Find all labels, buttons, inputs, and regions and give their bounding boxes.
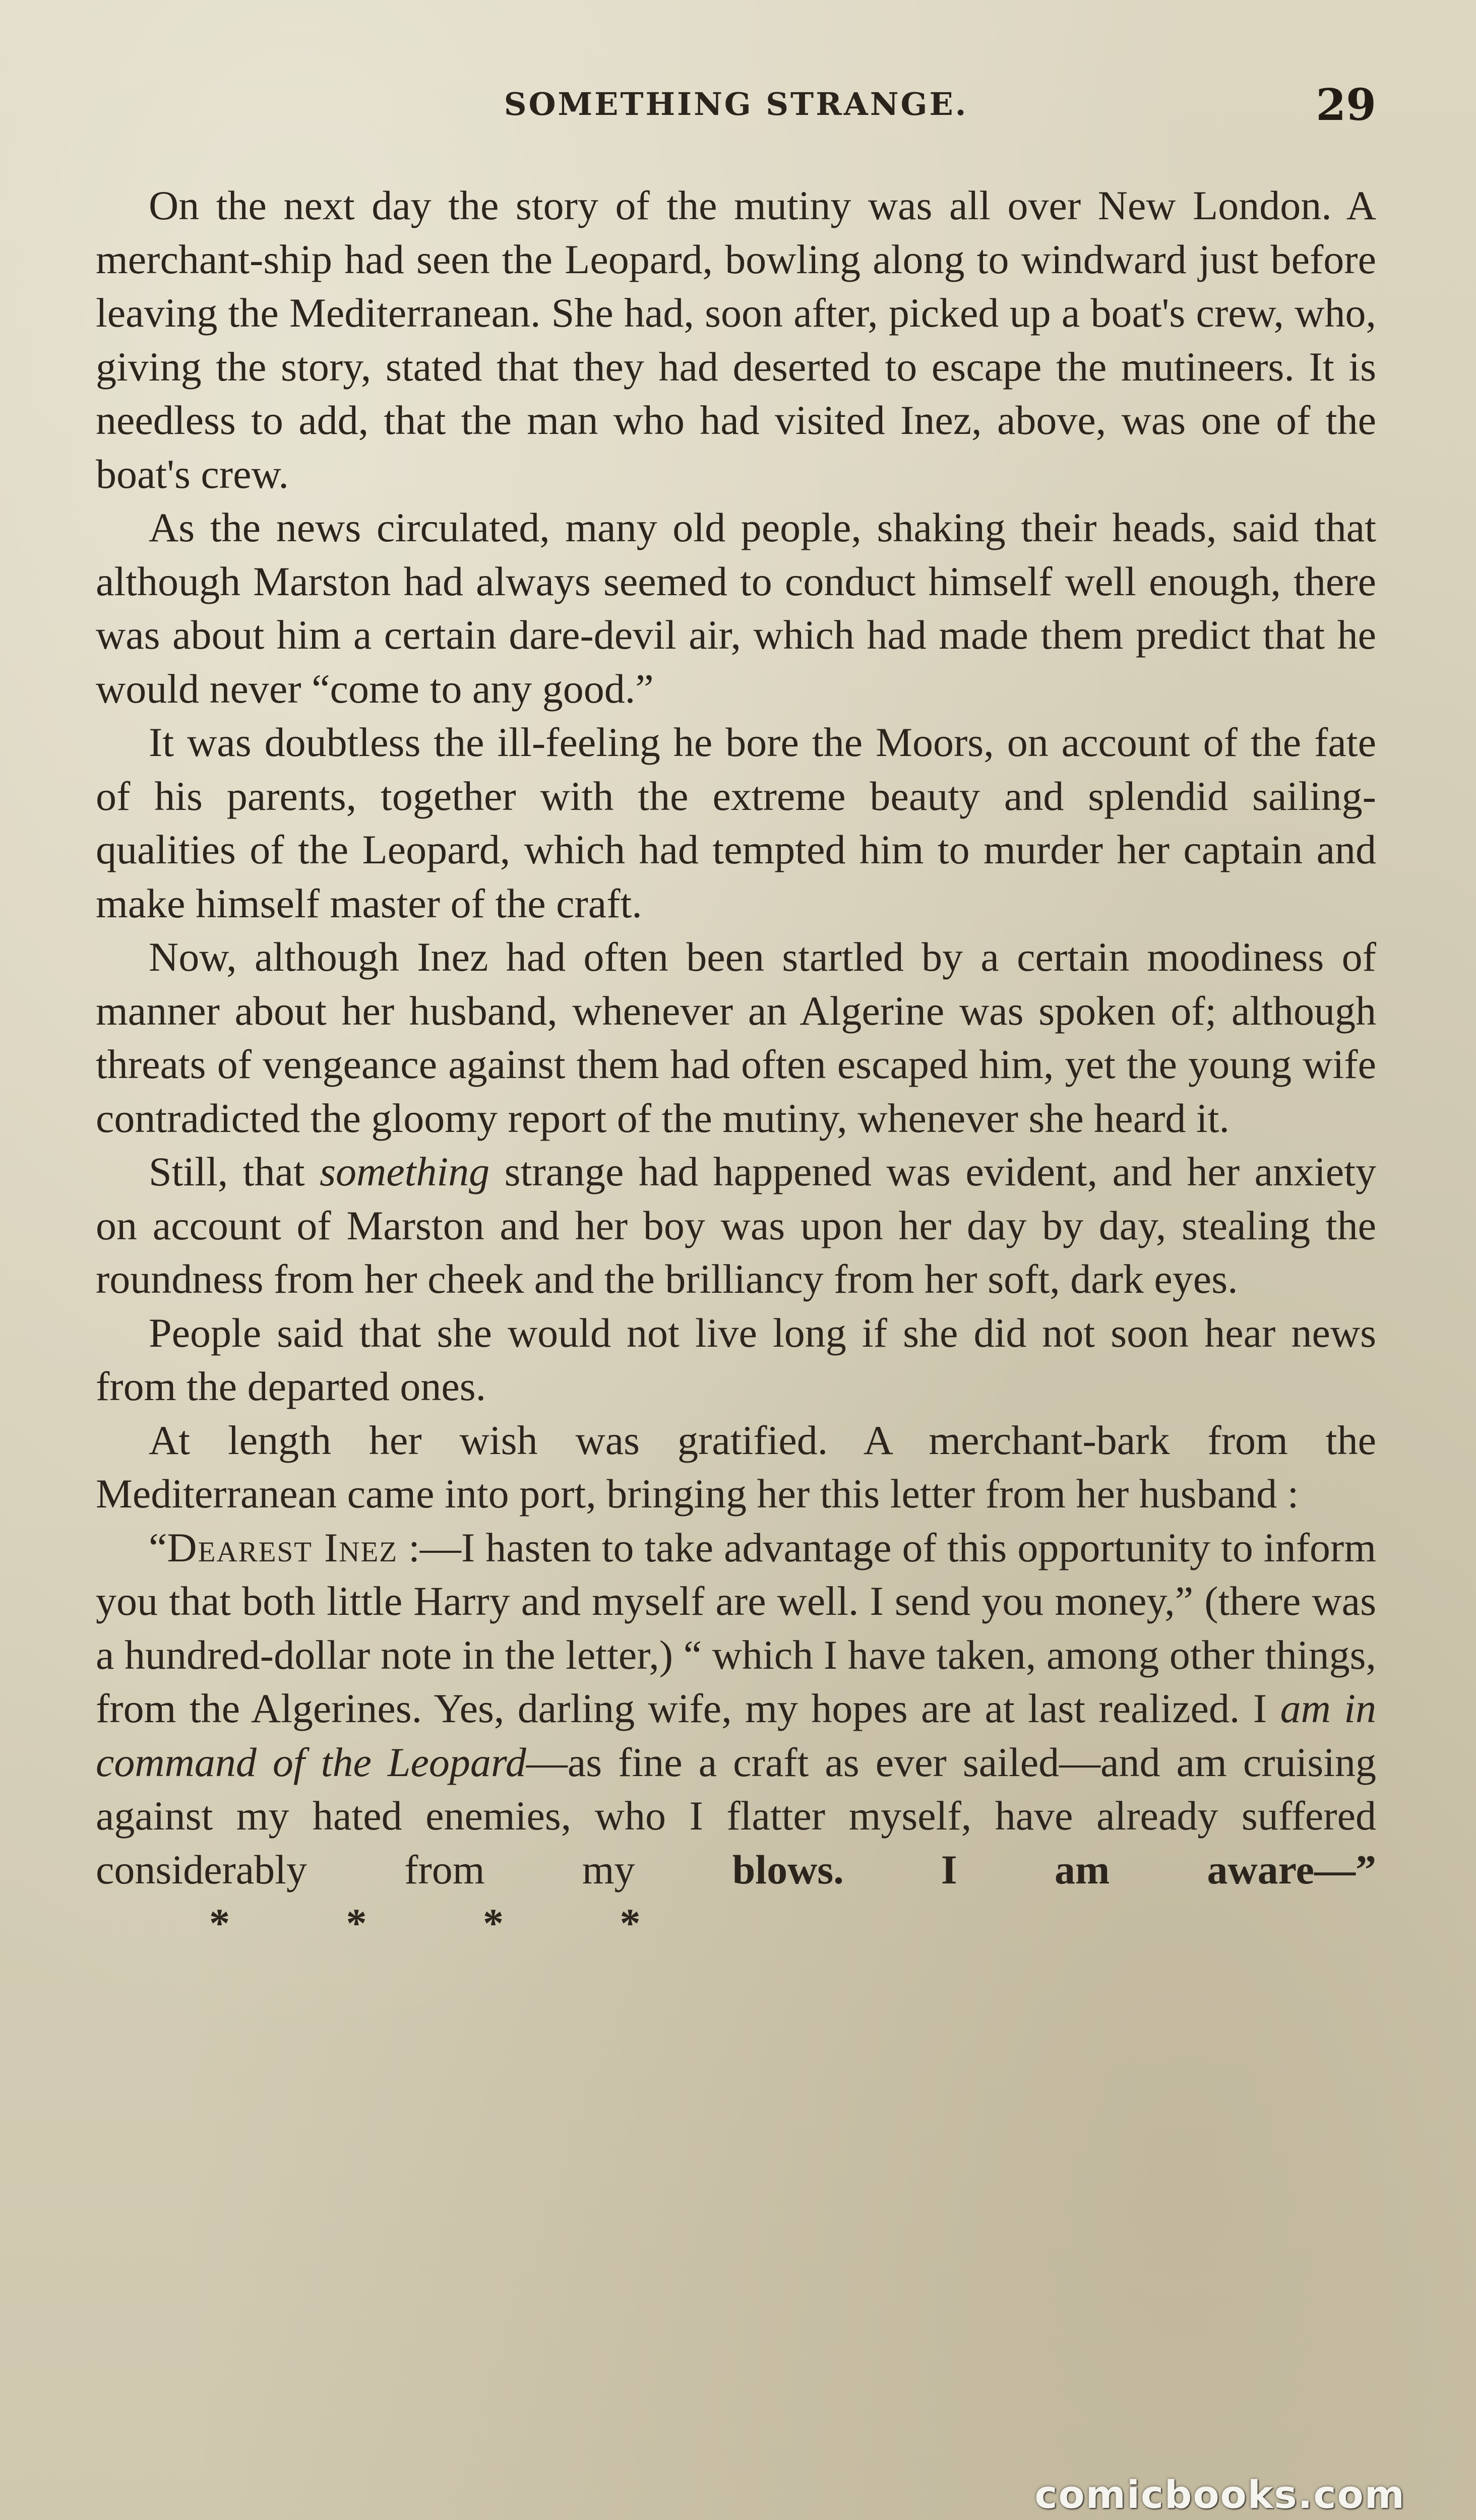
paragraph-5-text-end: strange had happened was evident, and her anxiety on account of Marston and her boy was upon her day by day, stealing the roundness from her cheek and the brilliancy from her soft, dark eyes. xyxy=(96,1149,1376,1302)
paragraph-7: At length her wish was gratified. A merchant-bark from the Mediterranean came into port, bringing her this letter from her husband : xyxy=(96,1417,1376,1517)
page-number: 29 xyxy=(1316,80,1376,131)
body-text xyxy=(96,179,1376,1950)
paragraph-5 xyxy=(96,1145,1376,1306)
page-header xyxy=(96,81,1376,136)
paragraph-4: Now, although Inez had often been startled by a certain moodiness of manner about her husband, whenever an Algerine was spoken of; although threats of vengeance against them had often escaped him, yet the young wife contradicted the gloomy report of the mutiny, whenever she heard it. xyxy=(96,934,1376,1141)
paragraph-3: It was doubtless the ill-feeling he bore the Moors, on account of the fate of his parents, together with the extreme beauty and splendid sailing-qualities of the Leopard, which had tempted him to murder her captain and make himself master of the craft. xyxy=(96,719,1376,926)
letter-closing: blows. I am aware—” xyxy=(732,1846,1376,1893)
paragraph-5-text-start: Still, that xyxy=(149,1149,320,1194)
ellipsis-stars: * * * * xyxy=(209,1900,641,1946)
letter-text-2: —as fine a craft as ever sailed—and am cruising against my hated enemies, who I flatter myself, have already suffered considerably from my xyxy=(96,1739,1376,1893)
letter-paragraph xyxy=(96,1521,1376,1950)
letter-open-quote: “ xyxy=(149,1524,167,1570)
letter-text-1: :—I hasten to take advantage of this opportunity to inform you that both little Harry and myself are well. I send you money,” (there was a hundred-dollar note in the letter,) “ which I have taken, among other things, from the Algerines. Yes, darling wife, my hopes are at last realized. I xyxy=(96,1524,1376,1731)
letter-salutation: Dearest Inez xyxy=(167,1524,398,1570)
watermark-logo: comicbooks.com xyxy=(1034,2472,1405,2517)
paragraph-5-emphasis: something xyxy=(320,1149,490,1194)
paragraph-2: As the news circulated, many old people, shaking their heads, said that although Marston had always seemed to conduct himself well enough, there was about him a certain dare-devil air, which had made them predict that he would never “come to any good.” xyxy=(96,505,1376,712)
paragraph-6: People said that she would not live long if she did not soon hear news from the departed ones. xyxy=(96,1309,1376,1409)
paragraph-1: On the next day the story of the mutiny was all over New London. A merchant-ship had seen the Leopard, bowling along to windward just before leaving the Mediterranean. She had, soon after, picked up a boat's crew, who, giving the story, stated that they had deserted to escape the mutineers. It is needless to add, that the man who had visited Inez, above, was one of the boat's crew. xyxy=(96,182,1376,497)
letter-emphasis: am in command of the Leopard xyxy=(96,1685,1377,1785)
running-head: SOMETHING STRANGE. xyxy=(504,86,968,122)
